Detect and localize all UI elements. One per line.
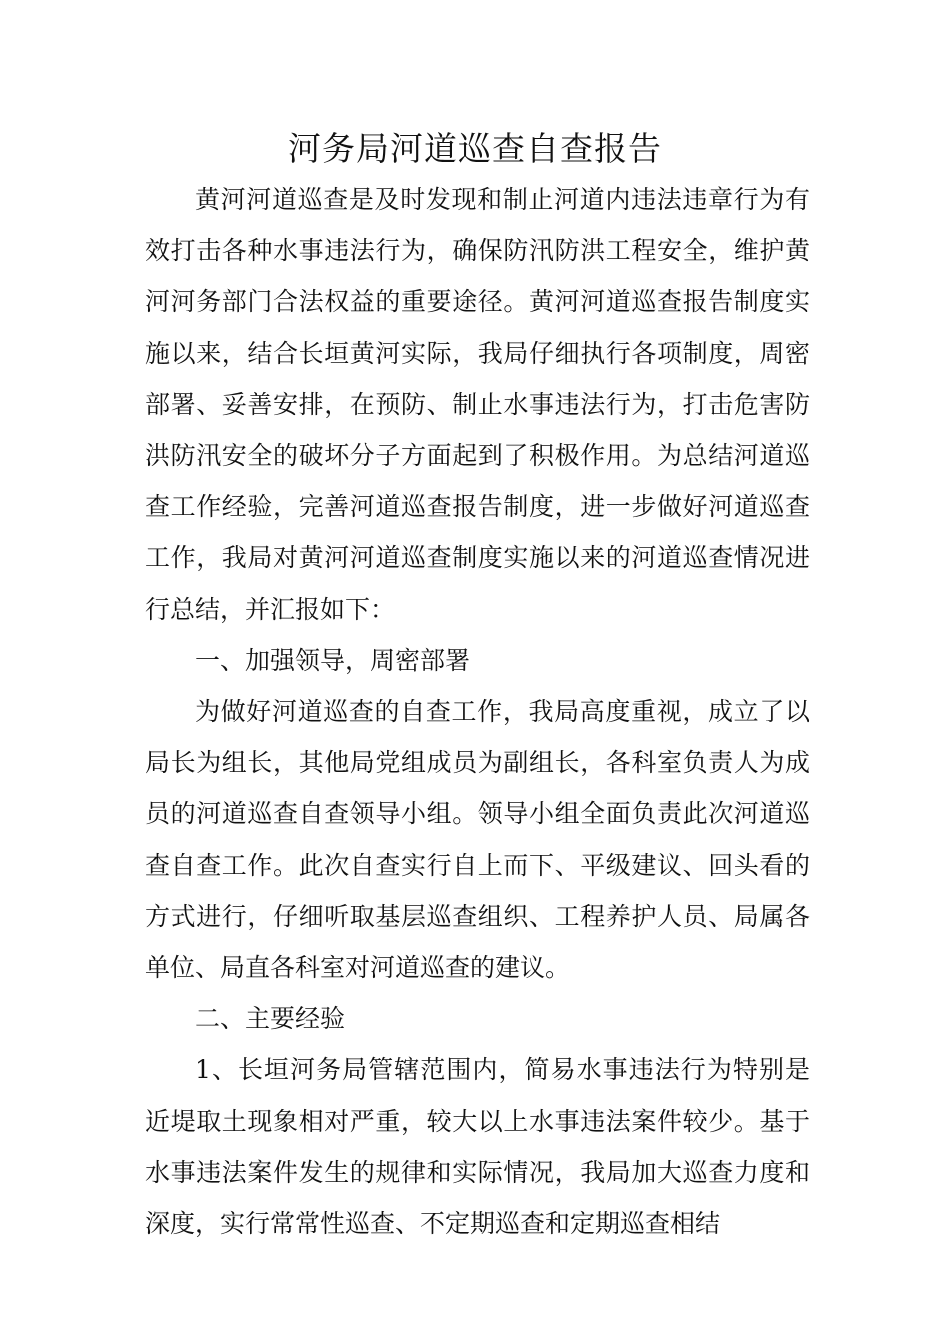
- paragraph-section-2-item-1: 1、长垣河务局管辖范围内，简易水事违法行为特别是近堤取土现象相对严重，较大以上水事违法案件较少。基于水事违法案件发生的规律和实际情况，我局加大巡查力度和深度，实行常常性巡查、不定期巡查和定期巡查相结: [145, 1055, 810, 1239]
- section-heading-2: 二、主要经验: [195, 1004, 346, 1034]
- document-title: 河务局河道巡查自查报告: [288, 129, 662, 168]
- paragraph-intro: 黄河河道巡查是及时发现和制止河道内违法违章行为有效打击各种水事违法行为，确保防汛防洪工程安全，维护黄河河务部门合法权益的重要途径。黄河河道巡查报告制度实施以来，结合长垣黄河实际，我局仔细执行各项制度，周密部署、妥善安排，在预防、制止水事违法行为，打击危害防洪防汛安全的破坏分子方面起到了积极作用。为总结河道巡查工作经验，完善河道巡查报告制度，进一步做好河道巡查工作，我局对黄河河道巡查制度实施以来的河道巡查情况进行总结，并汇报如下：: [145, 185, 810, 624]
- paragraph-section-1: 为做好河道巡查的自查工作，我局高度重视，成立了以局长为组长，其他局党组成员为副组长，各科室负责人为成员的河道巡查自查领导小组。领导小组全面负责此次河道巡查自查工作。此次自查实行自上而下、平级建议、回头看的方式进行，仔细听取基层巡查组织、工程养护人员、局属各单位、局直各科室对河道巡查的建议。: [145, 697, 810, 983]
- document-body: [145, 174, 810, 1249]
- section-heading-1: 一、加强领导，周密部署: [195, 645, 471, 675]
